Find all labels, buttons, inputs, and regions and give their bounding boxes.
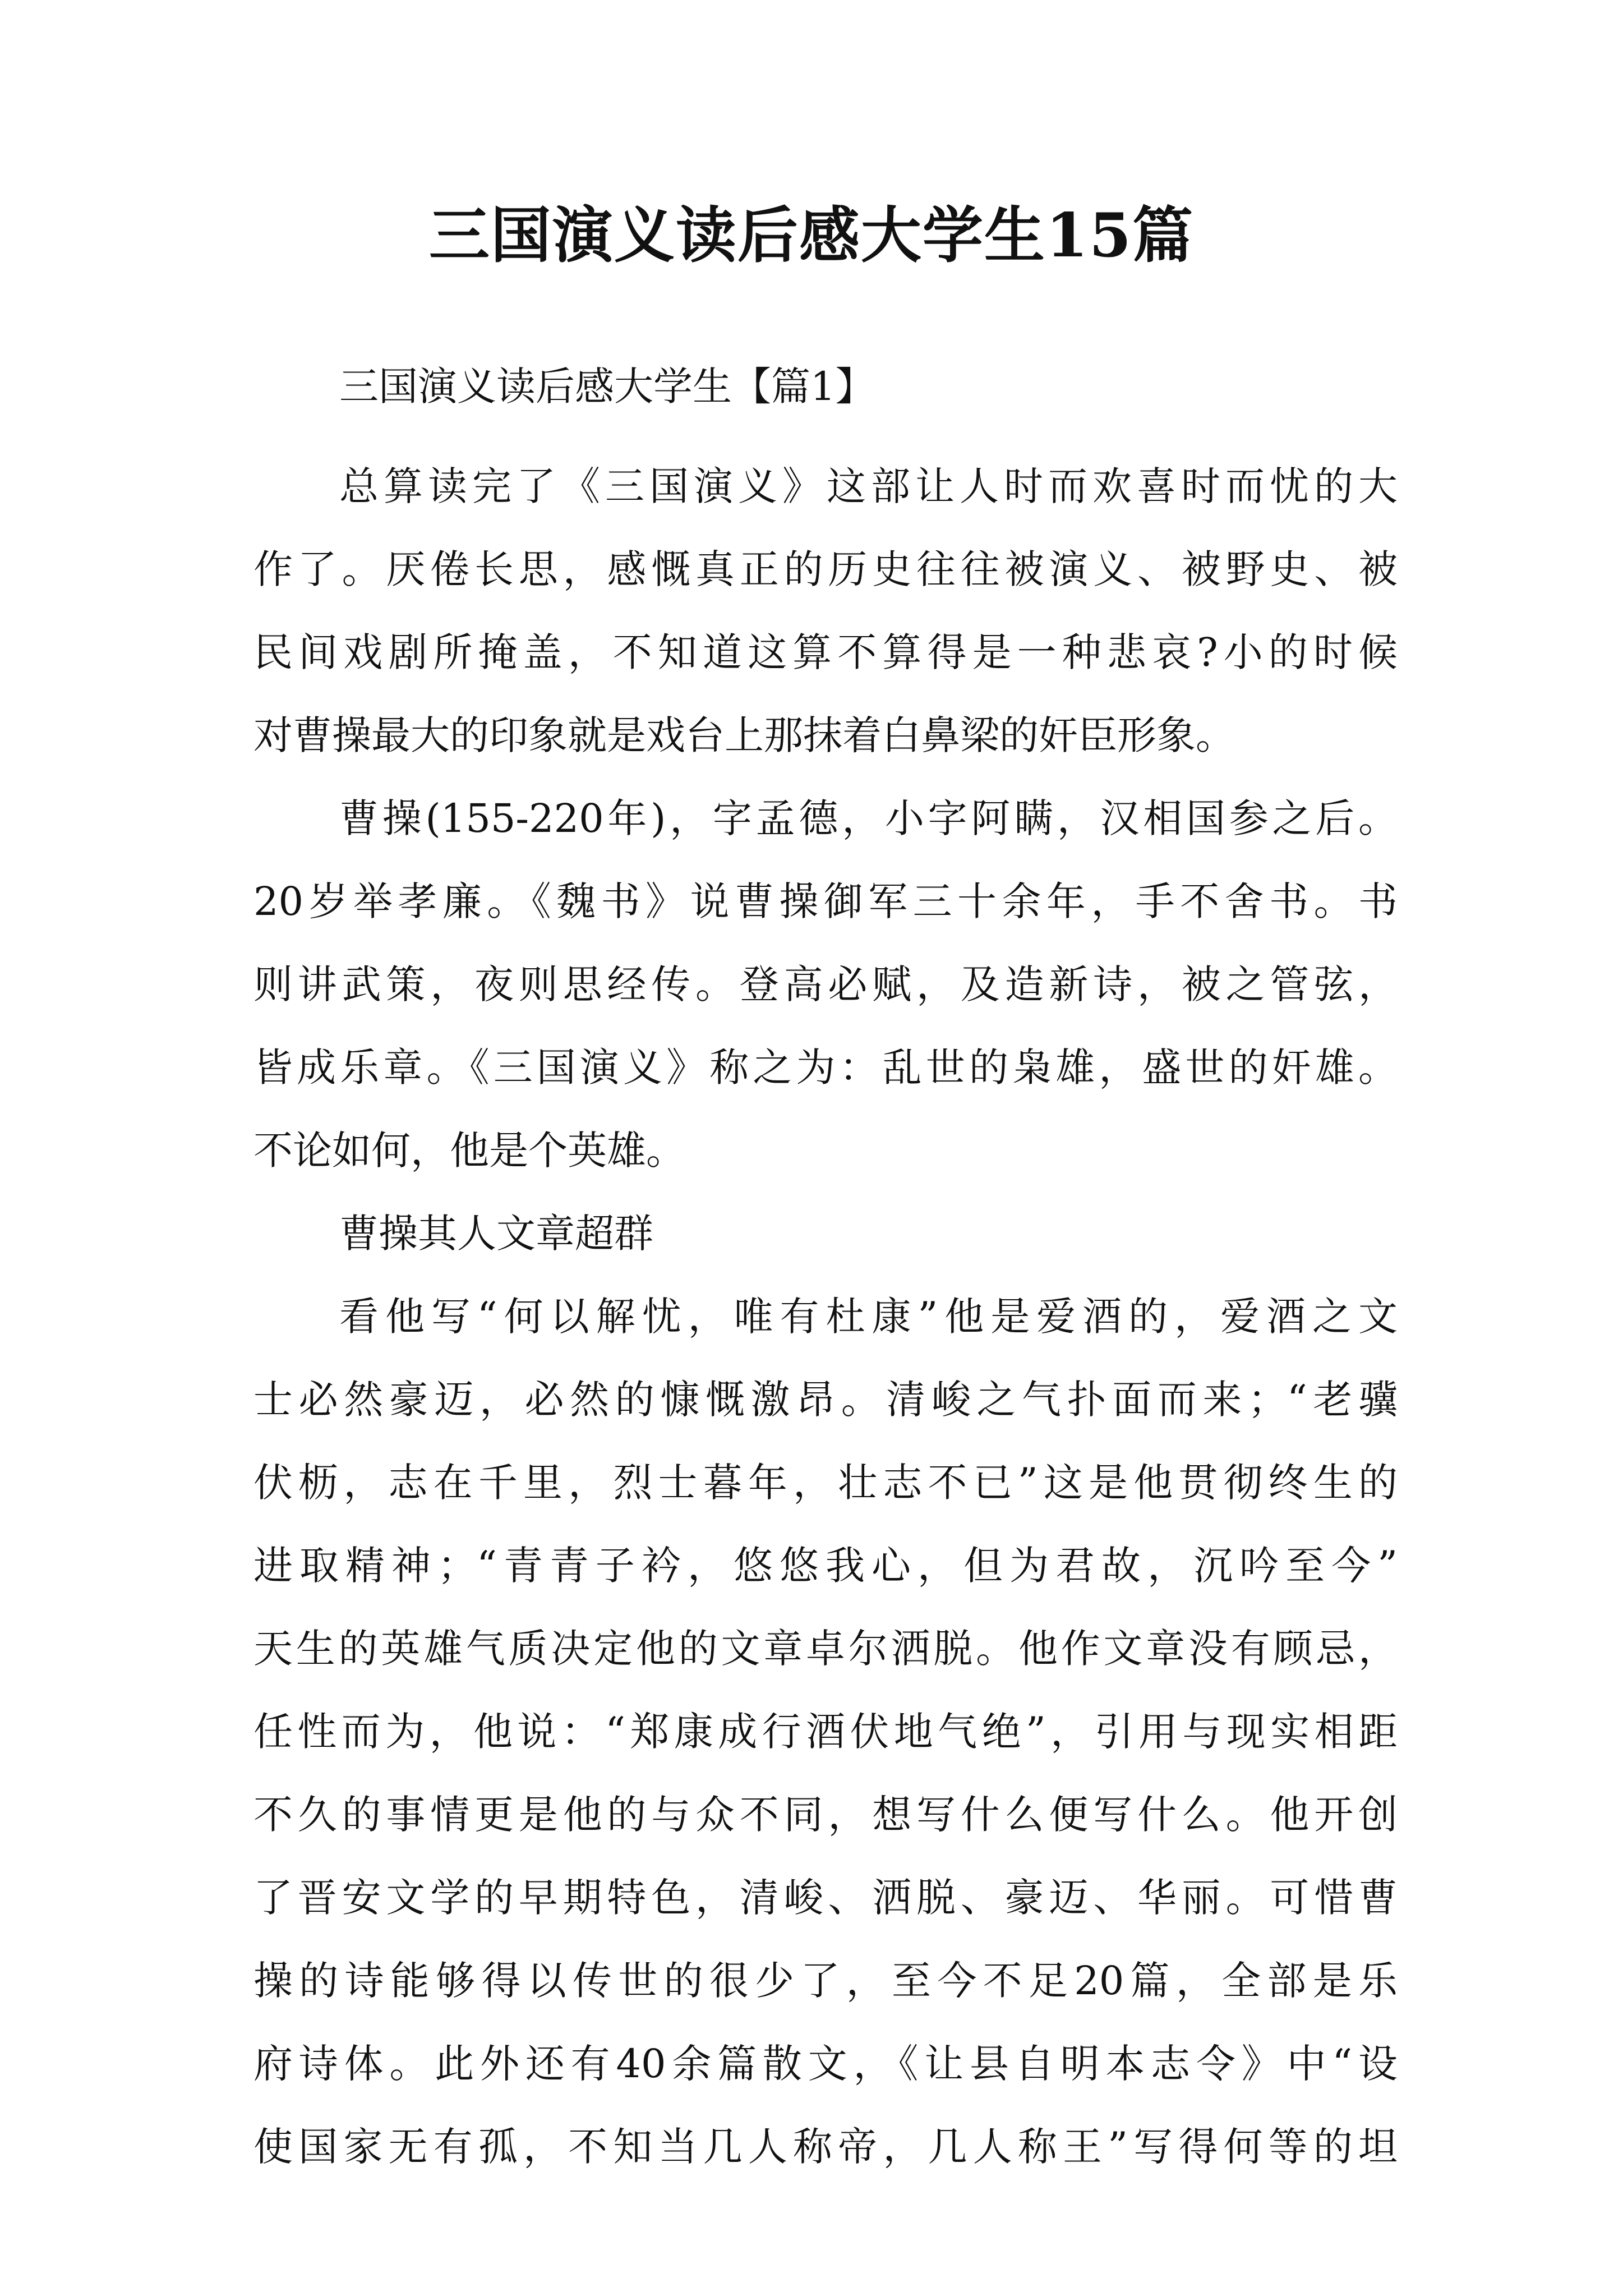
paragraph-line: 作了。厌倦长思，感慨真正的历史往往被演义、被野史、被 xyxy=(253,546,1398,592)
paragraph-line: 操的诗能够得以传世的很少了，至今不足20篇，全部是乐 xyxy=(253,1958,1398,2004)
paragraph-line: 曹操其人文章超群 xyxy=(339,1211,653,1257)
section-heading: 三国演义读后感大学生【篇1】 xyxy=(339,364,875,409)
paragraph-line: 天生的英雄气质决定他的文章卓尔洒脱。他作文章没有顾忌， xyxy=(253,1626,1398,1672)
paragraph-line: 民间戏剧所掩盖，不知道这算不算得是一种悲哀?小的时候 xyxy=(253,629,1398,675)
paragraph-line: 对曹操最大的印象就是戏台上那抹着白鼻梁的奸臣形象。 xyxy=(253,712,1235,758)
paragraph-line: 总算读完了《三国演义》这部让人时而欢喜时而忧的大 xyxy=(339,463,1398,509)
paragraph-line: 则讲武策，夜则思经传。登高必赋，及造新诗，被之管弦， xyxy=(253,961,1398,1007)
paragraph-line: 任性而为，他说：“郑康成行酒伏地气绝”，引用与现实相距 xyxy=(253,1709,1398,1755)
paragraph-line: 府诗体。此外还有40余篇散文，《让县自明本志令》中“设 xyxy=(253,2041,1398,2087)
paragraph-line: 使国家无有孤，不知当几人称帝，几人称王”写得何等的坦 xyxy=(253,2124,1398,2170)
paragraph-line: 进取精神；“青青子衿，悠悠我心，但为君故，沉吟至今” xyxy=(253,1543,1398,1589)
paragraph-line: 不久的事情更是他的与众不同，想写什么便写什么。他开创 xyxy=(253,1792,1398,1838)
paragraph-line: 士必然豪迈，必然的慷慨激昂。清峻之气扑面而来；“老骥 xyxy=(253,1377,1398,1423)
document-title: 三国演义读后感大学生15篇 xyxy=(428,200,1195,271)
paragraph-line: 看他写“何以解忧，唯有杜康”他是爱酒的，爱酒之文 xyxy=(339,1294,1398,1340)
paragraph-line: 曹操(155-220年)，字孟德，小字阿瞒，汉相国参之后。 xyxy=(339,795,1398,841)
paragraph-line: 了晋安文学的早期特色，清峻、洒脱、豪迈、华丽。可惜曹 xyxy=(253,1875,1398,1921)
paragraph-line: 伏枥，志在千里，烈士暮年，壮志不已”这是他贯彻终生的 xyxy=(253,1460,1398,1506)
paragraph-line: 不论如何，他是个英雄。 xyxy=(253,1128,685,1174)
paragraph-line: 20岁举孝廉。《魏书》说曹操御军三十余年，手不舍书。书 xyxy=(253,878,1398,924)
paragraph-line: 皆成乐章。《三国演义》称之为：乱世的枭雄，盛世的奸雄。 xyxy=(253,1045,1398,1091)
